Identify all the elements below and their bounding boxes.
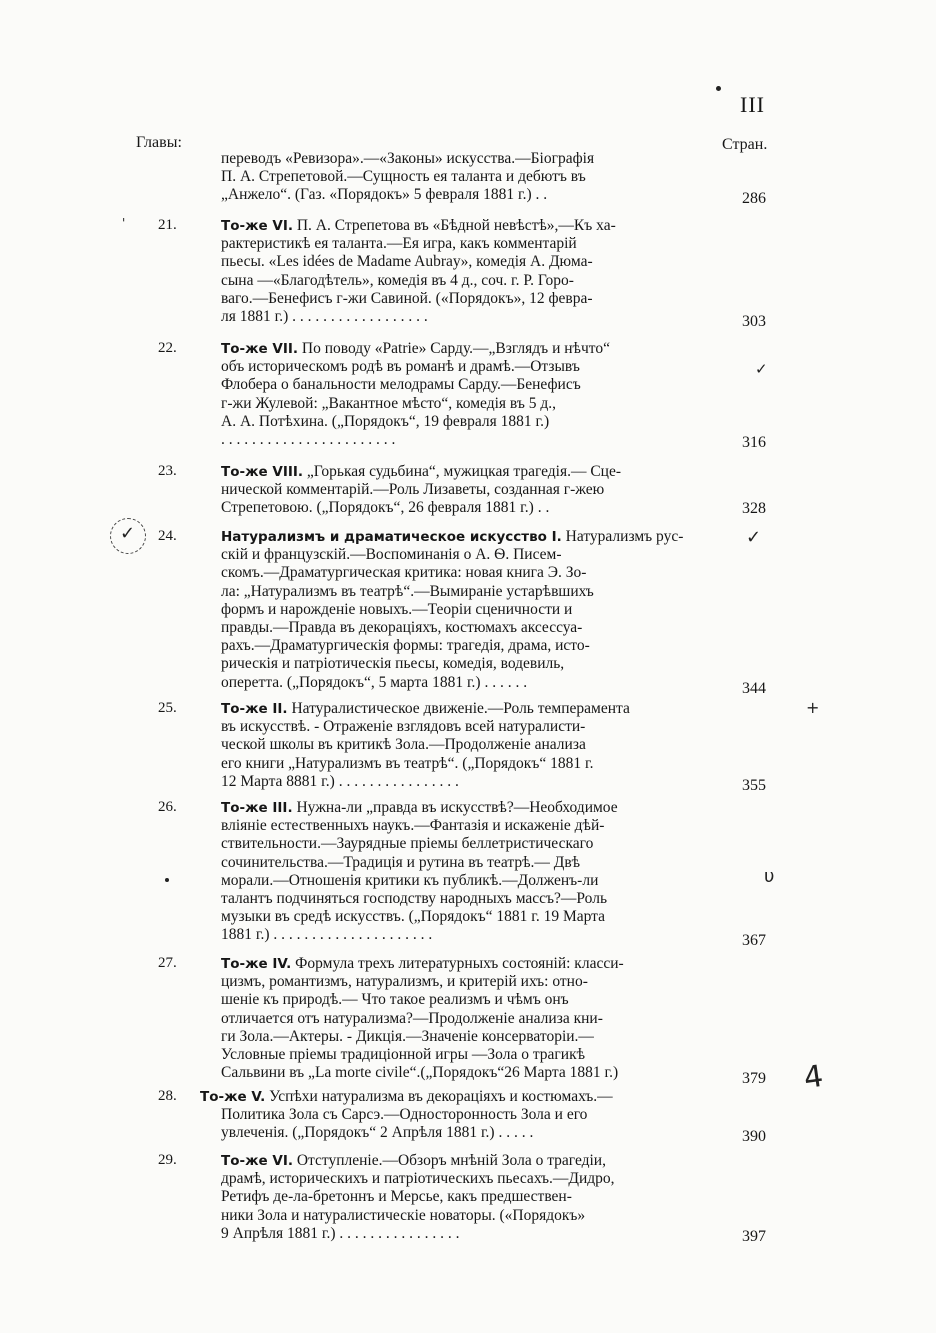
entry-heading: То-же II. xyxy=(221,701,288,717)
entry-line: правды.—Правда въ декораціяхъ, костюмахъ аксессуа- xyxy=(221,619,583,637)
ink-dot xyxy=(716,86,721,91)
entry-page: 303 xyxy=(742,313,766,330)
entry-body xyxy=(221,1152,726,1243)
entry-line: А. А. Потѣхина. („Порядокъ“, 19 февраля 1881 г.) xyxy=(221,412,550,430)
entry-line: сына —«Благодѣтель», комедія въ 4 д., соч. г. Р. Горо- xyxy=(221,271,574,289)
check-mark-icon: ✓ xyxy=(746,527,762,548)
entry-line: ги Зола.—Актеры. - Дикція.—Значеніе консерваторіи.— xyxy=(221,1027,594,1045)
entry-body xyxy=(221,528,726,692)
entry-heading: То-же IV. xyxy=(221,956,292,972)
entry-line: увлеченія. („Порядокъ“ 2 Апрѣля 1881 г.) . . . . . xyxy=(221,1124,534,1142)
entry-line: ла: „Натурализмъ въ театрѣ“.—Вымираніе устарѣвшихъ xyxy=(221,582,594,600)
entry-line: г-жи Жулевой: „Вакантное мѣсто“, комедія въ 5 д., xyxy=(221,394,556,412)
entry-number: 28. xyxy=(158,1088,177,1104)
entry-line: шеніе къ природѣ.— Что такое реализмъ и чѣмъ онъ xyxy=(221,991,569,1009)
entry-page: 355 xyxy=(742,777,766,794)
entry-line: ля 1881 г.) . . . . . . . . . . . . . . . . . . xyxy=(221,308,428,326)
entry-line: Ретифъ де-ла-бретоннъ и Мерсье, какъ предшествен- xyxy=(221,1188,572,1206)
entry-line: морали.—Отношенія критики къ публикѣ.—Долженъ-ли xyxy=(221,871,599,889)
entry-line: То-же VII. По поводу «Patrie» Сарду.—„Взглядъ и нѣчто“ xyxy=(221,340,610,357)
entry-line: рахъ.—Драматургическія формы: трагедія, драма, исто- xyxy=(221,637,590,655)
entry-heading: То-же VI. xyxy=(221,218,293,234)
entry-body xyxy=(200,1088,726,1143)
entry-body xyxy=(221,799,726,945)
entry-line: То-же VI. П. А. Стрепетова въ «Бѣдной невѣстѣ»,—Къ ха- xyxy=(221,217,616,234)
entry-heading: То-же VI. xyxy=(221,1153,293,1169)
handwritten-four: 4 xyxy=(801,1058,826,1097)
entry-line: ческой школы въ критикѣ Зола.—Продолженіе анализа xyxy=(221,736,586,754)
entry-number: 29. xyxy=(158,1152,177,1168)
entry-page: 344 xyxy=(742,680,766,697)
entry-line: Условные пріемы традиціонной игры —Зола о трагикѣ xyxy=(221,1046,586,1064)
entry-number: 22. xyxy=(158,340,177,356)
entry-line: То-же III. Нужна-ли „правда въ искусствѣ?—Необходимое xyxy=(221,799,618,816)
entry-line: ники Зола и натуралистическіе новаторы. («Порядокъ» xyxy=(221,1206,586,1224)
entry-page: 328 xyxy=(742,500,766,517)
entry-page: 397 xyxy=(742,1228,766,1245)
entry-line: 12 Марта 8881 г.) . . . . . . . . . . . . . . . . xyxy=(221,772,459,790)
chapters-header: Главы: xyxy=(136,134,182,151)
entry-line: Политика Зола съ Сарсэ.—Односторонность Зола и его xyxy=(221,1106,588,1124)
entry-number: 23. xyxy=(158,463,177,479)
entry-line: То-же V. Успѣхи натурализма въ декораціяхъ и костюмахъ.— xyxy=(200,1088,613,1105)
entry-number: 21. xyxy=(158,217,177,233)
entry-heading: То-же V. xyxy=(200,1089,266,1105)
plus-mark: + xyxy=(806,698,820,717)
entry-line: рическія и патріотическія пьесы, комедія, водевиль, xyxy=(221,655,565,673)
entry-heading: Натурализмъ и драматическое искусство I. xyxy=(221,529,562,545)
entry-page: 379 xyxy=(742,1070,766,1087)
entry-line: Флобера о банальности мелодрамы Сарду.—Бенефисъ xyxy=(221,376,581,394)
entry-number: 24. xyxy=(158,528,177,544)
entry-line: талантъ подчиняться господству народныхъ массъ?—Роль xyxy=(221,890,608,908)
entry-line: цизмъ, романтизмъ, натурализмъ, и критерій ихъ: отно- xyxy=(221,973,588,991)
entry-page: 390 xyxy=(742,1128,766,1145)
entry-line: Сальвини въ „La morte civile“.(„Порядокъ“26 Марта 1881 г.) xyxy=(221,1064,619,1082)
pages-header: Стран. xyxy=(722,136,768,153)
page-number: III xyxy=(740,92,765,117)
entry-line: „Анжело“. (Газ. «Порядокъ» 5 февраля 1881 г.) . . xyxy=(221,186,548,204)
entry-line: нической комментарій.—Роль Лизаветы, созданная г-жею xyxy=(221,481,605,499)
entry-line: Стрепетовою. („Порядокъ“, 26 февраля 1881 г.) . . xyxy=(221,499,550,517)
entry-line: То-же VI. Отступленіе.—Обзоръ мнѣній Зола о трагедіи, xyxy=(221,1152,606,1169)
entry-heading: То-же III. xyxy=(221,800,293,816)
entry-line: П. А. Стрепетовой.—Сущность ея таланта и дебютъ въ xyxy=(221,168,586,186)
entry-line: 1881 г.) . . . . . . . . . . . . . . . . . . . . . xyxy=(221,926,433,944)
entry-body xyxy=(221,700,726,791)
entry-line: рактеристикѣ ея таланта.—Ея игра, какъ комментарій xyxy=(221,235,577,253)
entry-line: 9 Апрѣля 1881 г.) . . . . . . . . . . . . . . . . xyxy=(221,1224,460,1242)
entry-line: скомъ.—Драматургическая критика: новая книга Э. Зо- xyxy=(221,564,587,582)
entry-body xyxy=(221,340,726,449)
circled-check-icon: ✓ xyxy=(110,518,146,554)
entry-line: въ искусствѣ. - Отраженіе взглядовъ всей натуралисти- xyxy=(221,718,586,736)
entry-line: То-же IV. Формула трехъ литературныхъ состояній: класси- xyxy=(221,955,624,972)
entry-line: . . . . . . . . . . . . . . . . . . . . . . . xyxy=(221,431,396,449)
entry-page: 286 xyxy=(742,190,766,207)
entry-line: его книги „Натурализмъ въ театрѣ“. („Порядокъ“ 1881 г. xyxy=(221,754,594,772)
entry-line: формъ и нарожденіе новыхъ.—Теоріи сценичности и xyxy=(221,600,573,618)
ink-dot xyxy=(165,878,169,882)
entry-line: ствительности.—Заурядные пріемы беллетристическаго xyxy=(221,835,594,853)
tick-mark: ' xyxy=(122,216,126,230)
entry-body xyxy=(221,463,726,518)
entry-line: оперетта. („Порядокъ“, 5 марта 1881 г.) . . . . . . xyxy=(221,673,528,691)
entry-line: драмѣ, историческихъ и патріотическихъ пьесахъ.—Дидро, xyxy=(221,1170,615,1188)
entry-line: То-же II. Натуралистическое движеніе.—Роль темперамента xyxy=(221,700,630,717)
entry-page: 367 xyxy=(742,932,766,949)
entry-heading: То-же VIII. xyxy=(221,464,304,480)
entry-heading: То-же VII. xyxy=(221,341,298,357)
entry-line: То-же VIII. „Горькая судьбина“, мужицкая трагедія.— Сце- xyxy=(221,463,622,480)
entry-line: сочинительства.—Традиція и рутина въ театрѣ.— Двѣ xyxy=(221,853,581,871)
entry-line: ваго.—Бенефисъ г-жи Савиной. («Порядокъ», 12 февра- xyxy=(221,289,593,307)
entry-body xyxy=(221,150,726,205)
entry-line: пьесы. «Les idées de Madame Aubray», комедія А. Дюма- xyxy=(221,253,593,271)
entry-line: скій и французскій.—Воспоминанія о А. Ѳ. Писем- xyxy=(221,546,562,564)
entry-body xyxy=(221,217,726,326)
entry-number: 25. xyxy=(158,700,177,716)
entry-line: объ историческомъ родѣ въ романѣ и драмѣ.—Отзывъ xyxy=(221,358,580,376)
entry-line: музыки въ средѣ искусствъ. („Порядокъ“ 1881 г. 19 Марта xyxy=(221,908,606,926)
entry-number: 26. xyxy=(158,799,177,815)
entry-line: переводъ «Ревизора».—«Законы» искусства.—Біографія xyxy=(221,150,595,167)
entry-line: Натурализмъ и драматическое искусство I. Натурализмъ рус- xyxy=(221,528,684,545)
entry-line: вліяніе естественныхъ наукъ.—Фантазія и искаженіе дѣй- xyxy=(221,817,605,835)
entry-body xyxy=(221,955,726,1082)
entry-line: отличается отъ натурализма?—Продолженіе анализа кни- xyxy=(221,1009,603,1027)
check-mark-icon: ✓ xyxy=(755,360,768,378)
entry-number: 27. xyxy=(158,955,177,971)
u-mark-icon: υ xyxy=(764,866,775,887)
entry-page: 316 xyxy=(742,434,766,451)
